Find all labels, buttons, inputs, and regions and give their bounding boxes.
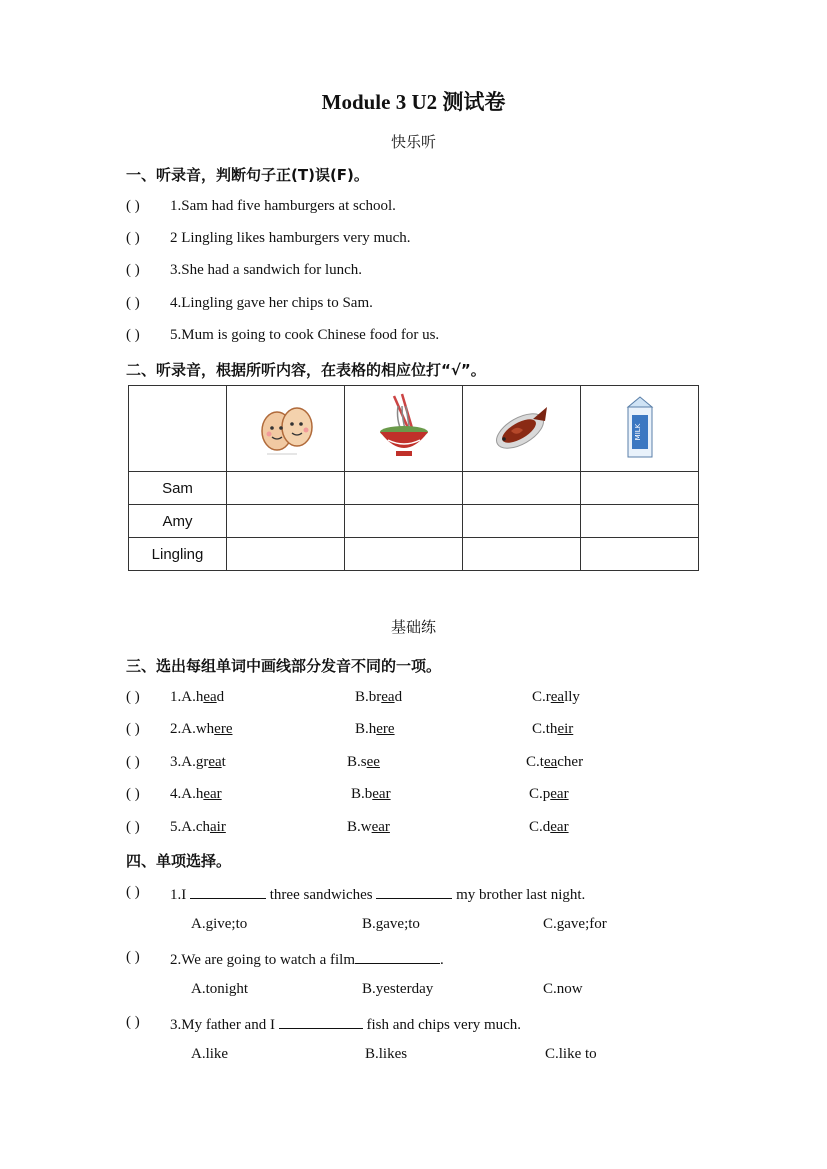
question-text: 1.Sam had five hamburgers at school.: [170, 198, 396, 214]
answer-cell[interactable]: [345, 505, 463, 538]
section2-heading: 二、听录音，根据所听内容，在表格的相应位打“√”。: [126, 361, 486, 379]
section1-heading: 一、听录音，判断句子正(T)误(F)。: [126, 166, 369, 184]
option-c: C.like to: [545, 1046, 597, 1062]
option-b: B.likes: [365, 1046, 408, 1062]
milk-label: MILK: [633, 423, 642, 440]
option-a: 5.A.chair: [170, 819, 226, 835]
option-b: B.yesterday: [362, 981, 434, 997]
egg-icon: [251, 395, 321, 459]
answer-cell[interactable]: [345, 472, 463, 505]
answer-paren[interactable]: ( ): [126, 786, 140, 802]
answer-paren[interactable]: ( ): [126, 198, 140, 214]
option-c: C.gave;for: [543, 916, 607, 932]
column-header-noodles: [345, 386, 463, 472]
answer-paren[interactable]: ( ): [126, 230, 140, 246]
question-text: 5.Mum is going to cook Chinese food for us.: [170, 327, 440, 343]
question-text: 4.Lingling gave her chips to Sam.: [170, 295, 373, 311]
option-b: B.bread: [355, 689, 403, 705]
answer-cell[interactable]: [463, 538, 581, 571]
question-text: 2 Lingling likes hamburgers very much.: [170, 230, 411, 246]
option-b: B.wear: [347, 819, 390, 835]
milk-icon: [620, 393, 660, 461]
table-row-name: Amy: [129, 505, 227, 538]
answer-paren[interactable]: ( ): [126, 689, 140, 705]
question-text: 2.We are going to watch a film .: [170, 949, 444, 969]
fill-blank[interactable]: [190, 884, 266, 899]
option-a: 4.A.hear: [170, 786, 222, 802]
answer-paren[interactable]: ( ): [126, 295, 140, 311]
part-heading-listening: 快乐听: [390, 133, 436, 151]
answer-paren[interactable]: ( ): [126, 327, 140, 343]
page-title: Module 3 U2 测试卷: [321, 90, 506, 114]
listening-table: [128, 385, 699, 571]
column-header-eggs: [227, 386, 345, 472]
answer-cell[interactable]: [345, 538, 463, 571]
option-c: C.really: [532, 689, 580, 705]
question-text: 3.She had a sandwich for lunch.: [170, 262, 363, 278]
column-header-fish: [463, 386, 581, 472]
option-c: C.now: [543, 981, 583, 997]
section4-heading: 四、单项选择。: [126, 852, 232, 870]
option-c: C.pear: [529, 786, 569, 802]
table-row-name: Sam: [129, 472, 227, 505]
question-text: 3.My father and I fish and chips very much.: [170, 1014, 521, 1034]
option-b: B.gave;to: [362, 916, 420, 932]
option-a: 3.A.great: [170, 754, 226, 770]
option-b: B.bear: [351, 786, 391, 802]
answer-cell[interactable]: [463, 472, 581, 505]
option-c: C.teacher: [526, 754, 584, 770]
answer-cell[interactable]: [581, 472, 699, 505]
answer-paren[interactable]: ( ): [126, 721, 140, 737]
answer-cell[interactable]: [227, 472, 345, 505]
table-corner-cell: [129, 386, 227, 472]
fill-blank[interactable]: [376, 884, 452, 899]
answer-paren[interactable]: ( ): [126, 884, 140, 900]
option-b: B.here: [355, 721, 395, 737]
answer-cell[interactable]: [227, 538, 345, 571]
fill-blank[interactable]: [355, 949, 440, 964]
option-b: B.see: [347, 754, 380, 770]
answer-cell[interactable]: [227, 505, 345, 538]
noodles-icon: [372, 392, 436, 462]
part-heading-basics: 基础练: [390, 618, 436, 636]
column-header-milk: [581, 386, 699, 472]
answer-cell[interactable]: [581, 538, 699, 571]
table-row-name: Lingling: [129, 538, 227, 571]
option-a: 1.A.head: [170, 689, 225, 705]
section3-heading: 三、选出每组单词中画线部分发音不同的一项。: [126, 657, 442, 675]
question-text: 1.I three sandwiches my brother last night.: [170, 884, 585, 904]
fill-blank[interactable]: [279, 1014, 363, 1029]
option-c: C.dear: [529, 819, 569, 835]
answer-paren[interactable]: ( ): [126, 1014, 140, 1030]
option-c: C.their: [532, 721, 574, 737]
answer-paren[interactable]: ( ): [126, 949, 140, 965]
answer-paren[interactable]: ( ): [126, 754, 140, 770]
answer-paren[interactable]: ( ): [126, 819, 140, 835]
answer-paren[interactable]: ( ): [126, 262, 140, 278]
option-a: A.tonight: [191, 981, 249, 997]
option-a: A.like: [191, 1046, 229, 1062]
answer-cell[interactable]: [463, 505, 581, 538]
answer-cell[interactable]: [581, 505, 699, 538]
option-a: A.give;to: [191, 916, 248, 932]
fish-icon: [487, 397, 557, 457]
option-a: 2.A.where: [170, 721, 233, 737]
